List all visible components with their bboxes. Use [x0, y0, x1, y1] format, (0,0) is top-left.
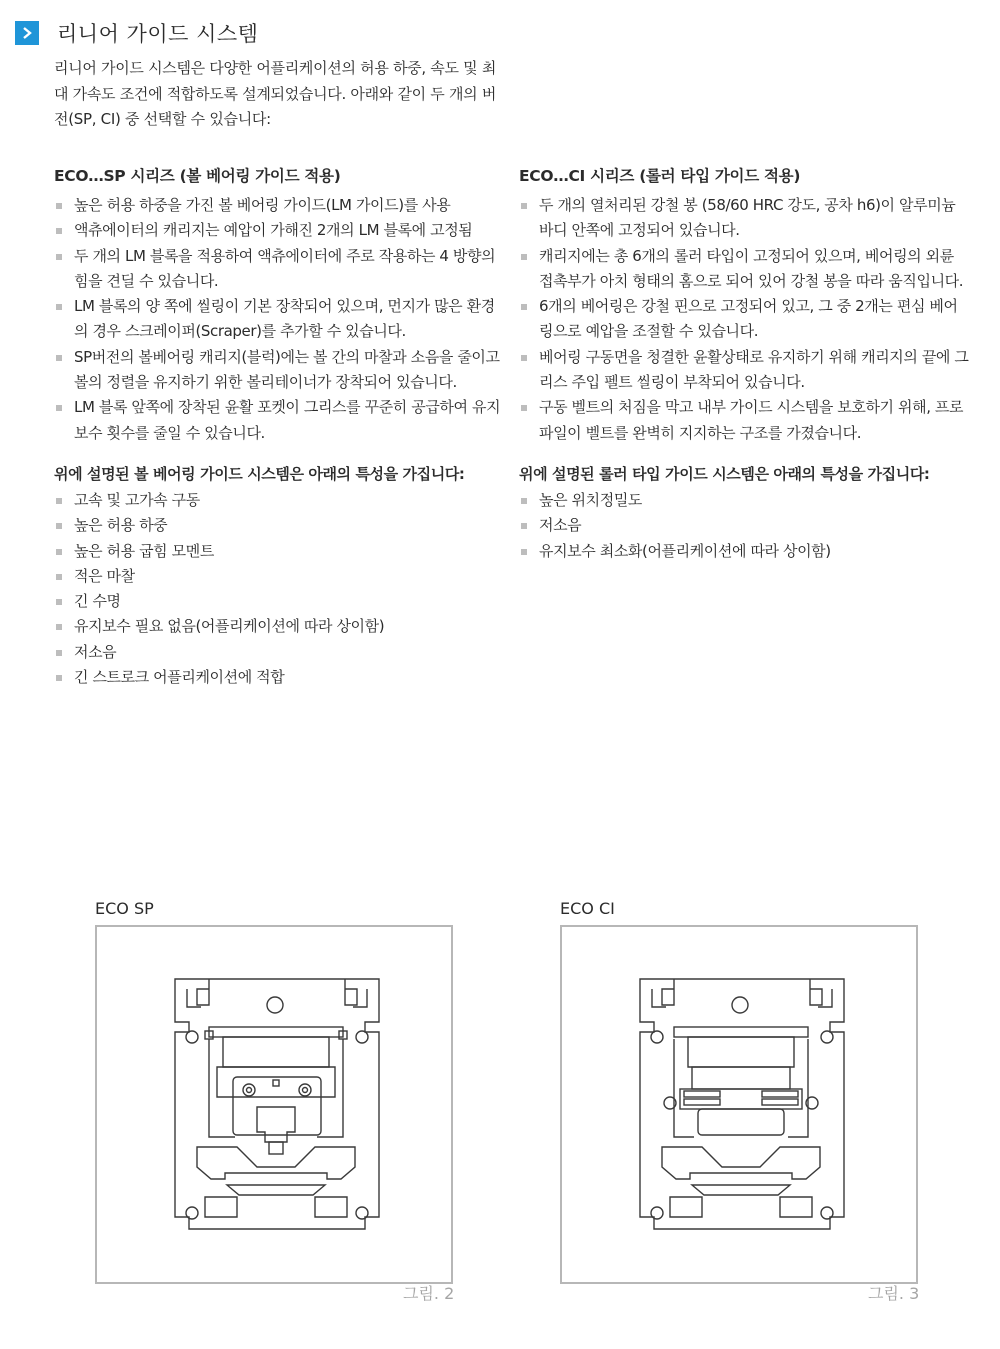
- figure-caption: 그림. 2: [403, 1284, 455, 1303]
- ci-features-list: [519, 488, 969, 564]
- list-item: LM 블록 앞쪽에 장착된 윤활 포켓이 그리스를 꾸준히 공급하여 유지보수 횟수를 줄일 수 있습니다.: [54, 395, 504, 446]
- list-item: 캐리지에는 총 6개의 롤러 타입이 고정되어 있으며, 베어링의 외륜 접촉부가 아치 형태의 홈으로 되어 있어 강철 봉을 따라 움직입니다.: [519, 244, 969, 295]
- intro-paragraph: 리니어 가이드 시스템은 다양한 어플리케이션의 허용 하중, 속도 및 최대 가속도 조건에 적합하도록 설계되었습니다. 아래와 같이 두 개의 버전(SP, CI) 중 선택할 수 있습니다:: [54, 59, 497, 128]
- list-item: 유지보수 최소화(어플리케이션에 따라 상이함): [519, 539, 969, 564]
- ci-features-title: 위에 설명된 롤러 타입 가이드 시스템은 아래의 특성을 가집니다:: [519, 464, 930, 483]
- list-item: 적은 마찰: [54, 564, 504, 589]
- list-item: LM 블록의 양 쪽에 씰링이 기본 장착되어 있으며, 먼지가 많은 환경의 경우 스크레이퍼(Scraper)를 추가할 수 있습니다.: [54, 294, 504, 345]
- sp-features-title: 위에 설명된 볼 베어링 가이드 시스템은 아래의 특성을 가집니다:: [54, 464, 465, 483]
- list-item: 6개의 베어링은 강철 핀으로 고정되어 있고, 그 중 2개는 편심 베어링으로 예압을 조절할 수 있습니다.: [519, 294, 969, 345]
- figure-caption: 그림. 3: [868, 1284, 920, 1303]
- list-item: 높은 허용 하중을 가진 볼 베어링 가이드(LM 가이드)를 사용: [54, 193, 504, 218]
- eco-ci-cross-section-drawing: [562, 927, 916, 1282]
- figure-label: ECO SP: [95, 899, 154, 918]
- figure-label: ECO CI: [560, 899, 615, 918]
- list-item: SP버전의 볼베어링 캐리지(블럭)에는 볼 간의 마찰과 소음을 줄이고 볼의 정렬을 유지하기 위한 볼리테이너가 장착되어 있습니다.: [54, 345, 504, 396]
- figure-frame: [95, 925, 453, 1284]
- list-item: 액츄에이터의 캐리지는 예압이 가해진 2개의 LM 블록에 고정됨: [54, 218, 504, 243]
- list-item: 저소음: [519, 513, 969, 538]
- figure-frame: [560, 925, 918, 1284]
- list-item: 긴 수명: [54, 589, 504, 614]
- sp-series-column: [54, 164, 504, 690]
- ci-series-title: ECO…CI 시리즈 (롤러 타입 가이드 적용): [519, 167, 801, 185]
- ci-series-column: [519, 164, 969, 564]
- list-item: 고속 및 고가속 구동: [54, 488, 504, 513]
- section-header: [15, 18, 258, 48]
- figure-eco-ci: [560, 898, 918, 1284]
- list-item: 두 개의 LM 블록을 적용하여 액츄에이터에 주로 작용하는 4 방향의 힘을 견딜 수 있습니다.: [54, 244, 504, 295]
- list-item: 높은 허용 하중: [54, 513, 504, 538]
- figure-eco-sp: [95, 898, 453, 1284]
- list-item: 베어링 구동면을 청결한 윤활상태로 유지하기 위해 캐리지의 끝에 그리스 주입 펠트 씰링이 부착되어 있습니다.: [519, 345, 969, 396]
- list-item: 높은 허용 굽힘 모멘트: [54, 539, 504, 564]
- ci-series-list: [519, 193, 969, 446]
- list-item: 저소음: [54, 640, 504, 665]
- list-item: 높은 위치정밀도: [519, 488, 969, 513]
- eco-sp-cross-section-drawing: [97, 927, 451, 1282]
- sp-series-list: [54, 193, 504, 446]
- list-item: 긴 스트로크 어플리케이션에 적합: [54, 665, 504, 690]
- sp-features-list: [54, 488, 504, 690]
- list-item: 구동 벨트의 처짐을 막고 내부 가이드 시스템을 보호하기 위해, 프로파일이 벨트를 완벽히 지지하는 구조를 가졌습니다.: [519, 395, 969, 446]
- list-item: 두 개의 열처리된 강철 봉 (58/60 HRC 강도, 공차 h6)이 알루미늄 바디 안쪽에 고정되어 있습니다.: [519, 193, 969, 244]
- list-item: 유지보수 필요 없음(어플리케이션에 따라 상이함): [54, 614, 504, 639]
- chevron-right-icon: [15, 21, 39, 45]
- sp-series-title: ECO…SP 시리즈 (볼 베어링 가이드 적용): [54, 167, 341, 185]
- section-title: 리니어 가이드 시스템: [57, 22, 259, 46]
